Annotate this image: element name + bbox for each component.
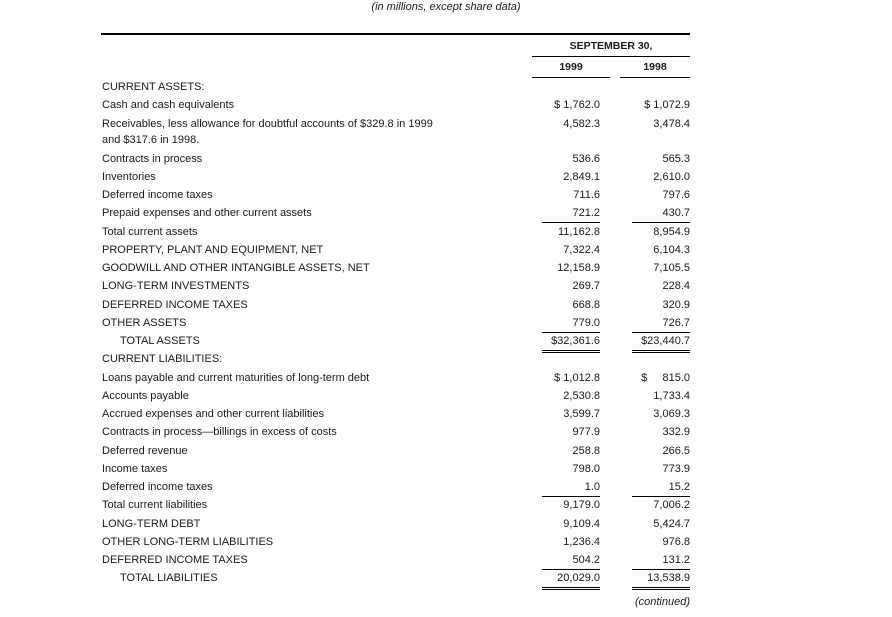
value-1998: 13,538.9 xyxy=(632,570,690,590)
continued-note: (continued) xyxy=(634,596,690,608)
value-1998: 976.8 xyxy=(662,535,690,548)
row-label: Accrued expenses and other current liabilities xyxy=(102,408,324,420)
value-1998: 332.9 xyxy=(662,426,690,439)
table-row xyxy=(102,205,692,223)
value-1998: 228.4 xyxy=(662,280,690,293)
value-1998 xyxy=(632,351,690,352)
value-1999 xyxy=(542,79,600,80)
period-rule xyxy=(532,56,690,57)
row-label: Contracts in process—billings in excess of costs xyxy=(102,426,337,439)
table-row xyxy=(102,552,692,570)
value-1999: 1.0 xyxy=(542,479,600,497)
value-1998: 1,733.4 xyxy=(653,389,690,402)
value-1999: 258.8 xyxy=(572,444,600,457)
row-label: GOODWILL AND OTHER INTANGIBLE ASSETS, NET xyxy=(102,262,370,274)
table-row xyxy=(102,443,692,461)
row-label: Deferred revenue xyxy=(102,444,188,457)
row-label: Income taxes xyxy=(102,462,168,475)
table-row xyxy=(102,570,692,588)
table-row xyxy=(102,406,692,424)
row-label: LONG-TERM DEBT xyxy=(102,517,201,530)
value-1998: $ 1,072.9 xyxy=(644,99,690,112)
value-1999: 20,029.0 xyxy=(542,570,600,590)
year-1999-rule xyxy=(532,77,610,78)
value-1998: 8,954.9 xyxy=(653,225,690,238)
row-label: Receivables, less allowance for doubtful accounts of $329.8 in 1999 and $317.6 in 1998. xyxy=(102,117,433,146)
row-label: CURRENT LIABILITIES: xyxy=(102,353,223,366)
value-1999: 977.9 xyxy=(572,426,600,439)
row-label: Deferred income taxes xyxy=(102,481,213,493)
value-1998: $ 815.0 xyxy=(641,371,690,384)
row-label: Total current assets xyxy=(102,225,198,238)
row-label: Loans payable and current maturities of long-term debt xyxy=(102,371,370,384)
value-1998: 7,006.2 xyxy=(653,499,690,512)
row-label: TOTAL LIABILITIES xyxy=(120,572,218,585)
row-label: DEFERRED INCOME TAXES xyxy=(102,554,248,566)
value-1998: 726.7 xyxy=(632,315,690,333)
table-row xyxy=(102,224,692,242)
value-1999: 11,162.8 xyxy=(557,225,600,238)
value-1998: 266.5 xyxy=(662,444,690,457)
row-label: TOTAL ASSETS xyxy=(120,335,200,347)
value-1998 xyxy=(632,79,690,80)
value-1999: $ 1,762.0 xyxy=(554,99,600,112)
table-row xyxy=(102,388,692,406)
value-1999: 9,179.0 xyxy=(563,499,600,512)
row-label: Accounts payable xyxy=(102,389,189,402)
value-1999: 3,599.7 xyxy=(563,408,600,420)
value-1999: $32,361.6 xyxy=(542,333,600,353)
row-label: OTHER LONG-TERM LIABILITIES xyxy=(102,535,274,548)
value-1998: 3,478.4 xyxy=(653,117,690,130)
value-1999: 9,109.4 xyxy=(563,517,600,530)
value-1999: 2,849.1 xyxy=(563,170,600,183)
year-1999-header: 1999 xyxy=(559,61,583,73)
value-1998: 15.2 xyxy=(632,479,690,497)
table-row xyxy=(102,297,692,315)
row-label: Contracts in process xyxy=(102,152,203,165)
value-1998: 2,610.0 xyxy=(653,170,690,183)
row-label: DEFERRED INCOME TAXES xyxy=(102,298,248,311)
table-row xyxy=(102,497,692,515)
top-rule xyxy=(101,33,690,35)
value-1998: 565.3 xyxy=(662,152,690,165)
value-1999: 504.2 xyxy=(542,552,600,570)
value-1999 xyxy=(542,351,600,352)
table-row xyxy=(102,169,692,187)
value-1998: 320.9 xyxy=(662,298,690,311)
value-1998: 797.6 xyxy=(662,189,690,201)
row-label: Prepaid expenses and other current assets xyxy=(102,207,312,220)
table-row xyxy=(102,370,692,388)
value-1998: 6,104.3 xyxy=(653,243,690,256)
table-row xyxy=(102,116,692,146)
table-row xyxy=(102,187,692,205)
value-1998: 3,069.3 xyxy=(653,408,690,420)
period-header: SEPTEMBER 30, xyxy=(569,40,653,52)
value-1998: 773.9 xyxy=(662,462,690,475)
table-row xyxy=(102,315,692,333)
table-subtitle: (in millions, except share data) xyxy=(371,1,521,13)
table-row xyxy=(102,260,692,278)
row-label: Deferred income taxes xyxy=(102,189,213,201)
value-1998: $23,440.7 xyxy=(632,333,690,353)
value-1999: 269.7 xyxy=(572,280,600,293)
row-label: OTHER ASSETS xyxy=(102,316,187,329)
value-1999: 721.2 xyxy=(542,205,600,223)
value-1999: 536.6 xyxy=(572,152,600,165)
value-1999: 1,236.4 xyxy=(563,535,600,548)
table-row xyxy=(102,461,692,479)
table-row xyxy=(102,351,692,369)
value-1999: 668.8 xyxy=(572,298,600,311)
value-1998: 5,424.7 xyxy=(653,517,690,530)
row-label: Cash and cash equivalents xyxy=(102,99,235,112)
row-label: Inventories xyxy=(102,170,156,183)
value-1999: 711.6 xyxy=(573,189,600,201)
value-1999: 12,158.9 xyxy=(557,262,600,274)
row-label: LONG-TERM INVESTMENTS xyxy=(102,280,250,293)
table-row xyxy=(102,534,692,552)
year-1998-header: 1998 xyxy=(643,61,667,73)
table-row xyxy=(102,278,692,296)
row-label: Total current liabilities xyxy=(102,499,208,512)
table-row xyxy=(102,242,692,260)
value-1999: 798.0 xyxy=(572,462,600,475)
value-1999: $ 1,012.8 xyxy=(554,371,600,384)
table-row xyxy=(102,333,692,351)
value-1998: 131.2 xyxy=(632,552,690,570)
value-1999: 779.0 xyxy=(542,315,600,333)
table-row xyxy=(102,79,692,97)
table-row xyxy=(102,151,692,169)
table-row xyxy=(102,479,692,497)
value-1999: 2,530.8 xyxy=(563,389,600,402)
year-1998-rule xyxy=(620,77,690,78)
value-1999: 4,582.3 xyxy=(563,117,600,130)
row-label: CURRENT ASSETS: xyxy=(102,81,205,93)
row-label: PROPERTY, PLANT AND EQUIPMENT, NET xyxy=(102,243,324,256)
value-1998: 7,105.5 xyxy=(653,262,690,274)
table-row xyxy=(102,424,692,442)
value-1998: 430.7 xyxy=(632,205,690,223)
table-row xyxy=(102,516,692,534)
value-1999: 7,322.4 xyxy=(563,243,600,256)
table-row xyxy=(102,97,692,115)
